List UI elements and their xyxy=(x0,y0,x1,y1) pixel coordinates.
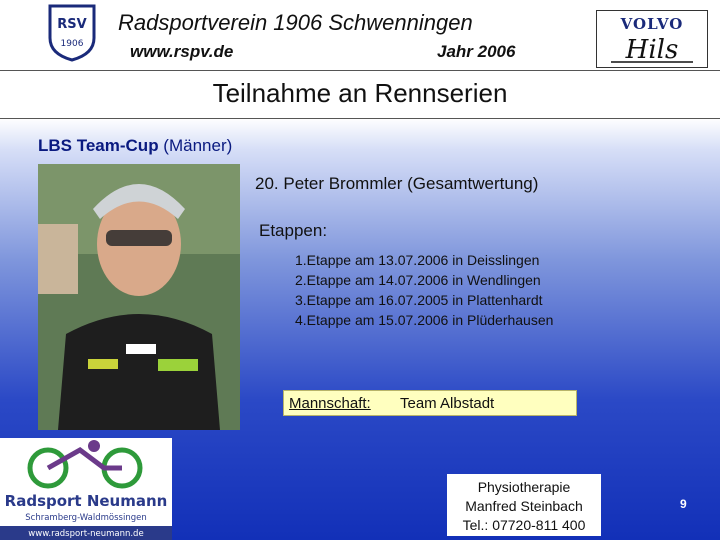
physio-line-1: Physiotherapie xyxy=(477,479,571,495)
stage-item: 1.Etappe am 13.07.2006 in Deisslingen xyxy=(295,252,540,268)
sponsor-logo xyxy=(596,10,708,68)
club-url[interactable]: www.rspv.de xyxy=(130,42,234,61)
logo-url: www.radsport-neumann.de xyxy=(28,529,144,539)
rider-photo xyxy=(38,164,240,430)
header-divider xyxy=(0,70,720,71)
radsport-neumann-logo xyxy=(0,438,172,540)
year-label: Jahr 2006 xyxy=(437,42,516,61)
physio-sponsor-box xyxy=(447,474,601,536)
physio-line-3: Tel.: 07720-811 400 xyxy=(462,517,586,533)
section-heading xyxy=(38,136,232,156)
section-category: (Männer) xyxy=(158,136,233,155)
svg-text:RSV: RSV xyxy=(57,17,87,32)
physio-line-2: Manfred Steinbach xyxy=(465,498,583,514)
sponsor-script: Hils xyxy=(625,35,679,65)
stage-item: 2.Etappe am 14.07.2006 in Wendlingen xyxy=(295,272,541,288)
stage-item: 3.Etappe am 16.07.2005 in Plattenhardt xyxy=(295,292,543,308)
stage-item: 4.Etappe am 15.07.2006 in Plüderhausen xyxy=(295,312,554,328)
slide-title: Teilnahme an Rennserien xyxy=(212,78,508,108)
section-name: LBS Team-Cup xyxy=(38,136,159,155)
logo-name: Radsport Neumann xyxy=(4,492,168,510)
team-name: Team Albstadt xyxy=(400,395,495,412)
svg-text:1906: 1906 xyxy=(60,39,84,49)
sponsor-brand: VOLVO xyxy=(620,15,684,33)
stages-label: Etappen: xyxy=(259,221,328,240)
page-number: 9 xyxy=(680,497,687,511)
club-logo xyxy=(42,2,102,62)
title-divider xyxy=(0,118,720,119)
overall-result: 20. Peter Brommler (Gesamtwertung) xyxy=(255,174,539,193)
club-title: Radsportverein 1906 Schwenningen xyxy=(118,10,473,35)
team-label: Mannschaft: xyxy=(289,395,371,412)
logo-location: Schramberg-Waldmössingen xyxy=(25,513,147,523)
